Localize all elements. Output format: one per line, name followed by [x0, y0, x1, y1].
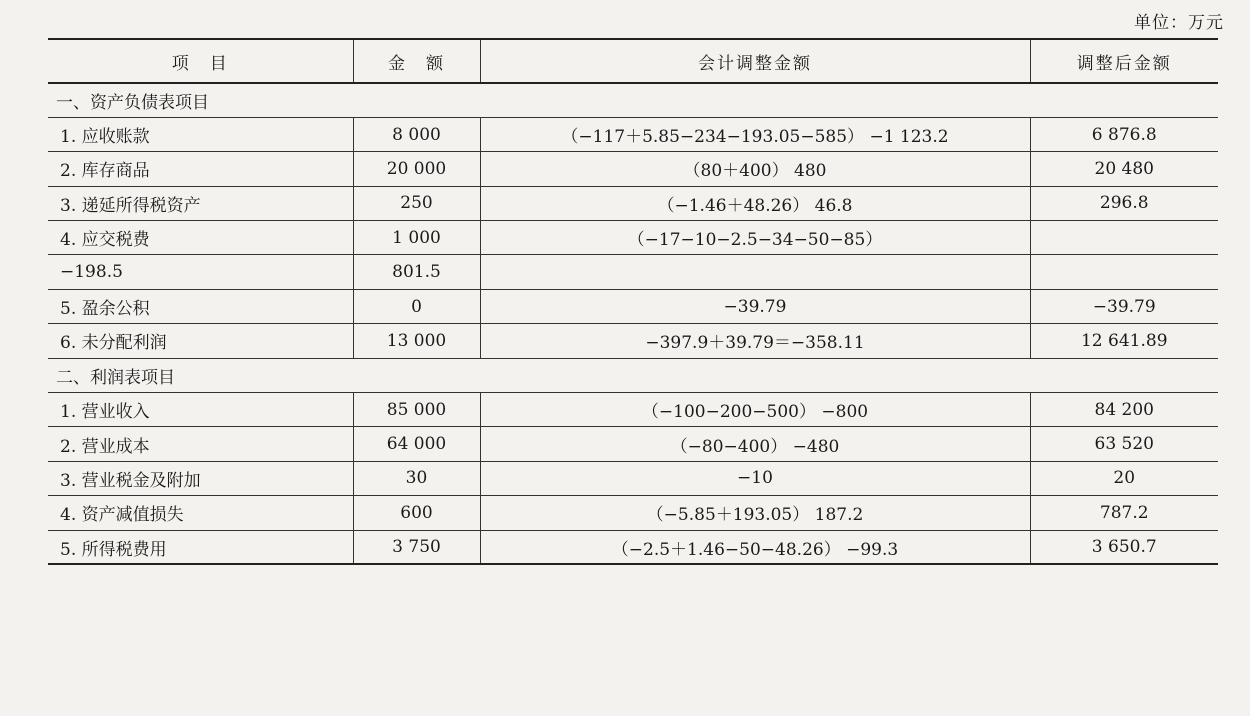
table-row: [48, 255, 1218, 289]
table-cell: 250: [353, 186, 480, 220]
table-row: [48, 117, 1218, 151]
table-cell: [1030, 255, 1218, 289]
table-cell: 63 520: [1030, 427, 1218, 461]
table-row: [48, 221, 1218, 255]
section-row: [48, 358, 1218, 392]
table-cell: 5. 所得税费用: [60, 539, 167, 560]
section-row: [48, 83, 1218, 117]
table-cell: −10: [480, 461, 1030, 495]
table-cell: （−5.85＋193.05） 187.2: [480, 496, 1030, 530]
table-cell: 3. 递延所得税资产: [60, 195, 201, 216]
table-cell: （−2.5＋1.46−50−48.26） −99.3: [480, 530, 1030, 564]
table-cell: 3. 营业税金及附加: [60, 470, 201, 491]
section-title: 二、利润表项目: [56, 367, 175, 388]
section-title: 一、资产负债表项目: [56, 92, 209, 113]
table-row: [48, 496, 1218, 530]
table-cell: 1 000: [353, 221, 480, 255]
header-item: 项 目: [171, 53, 229, 74]
table-cell: 0: [353, 289, 480, 323]
table-row: [48, 152, 1218, 186]
table-row: [48, 461, 1218, 495]
table-cell: 2. 库存商品: [60, 161, 150, 182]
table-cell: （80＋400） 480: [480, 152, 1030, 186]
table-cell: 296.8: [1030, 186, 1218, 220]
table-cell: 600: [353, 496, 480, 530]
table-cell: （−1.46＋48.26） 46.8: [480, 186, 1030, 220]
table-cell: [480, 255, 1030, 289]
table-cell: [1030, 221, 1218, 255]
table-cell: 1. 营业收入: [60, 402, 150, 423]
table-cell: （−100−200−500） −800: [480, 393, 1030, 427]
table-cell: 6. 未分配利润: [60, 333, 167, 354]
table-cell: 30: [353, 461, 480, 495]
table-cell: −397.9＋39.79＝−358.11: [480, 324, 1030, 358]
table-cell: 64 000: [353, 427, 480, 461]
table-cell: 20 480: [1030, 152, 1218, 186]
table-cell: 20: [1030, 461, 1218, 495]
table-row: [48, 324, 1218, 358]
table-cell: 801.5: [353, 255, 480, 289]
table-cell: 2. 营业成本: [60, 436, 150, 457]
table-cell: 12 641.89: [1030, 324, 1218, 358]
table-cell: 4. 应交税费: [60, 230, 150, 251]
table-cell: −39.79: [480, 289, 1030, 323]
table-cell: （−80−400） −480: [480, 427, 1030, 461]
header-adjustment: 会计调整金额: [480, 39, 1030, 83]
table-cell: 3 750: [353, 530, 480, 564]
table-cell: 20 000: [353, 152, 480, 186]
adjustment-table: [48, 38, 1218, 565]
table-row: [48, 186, 1218, 220]
table-cell: 3 650.7: [1030, 530, 1218, 564]
table-cell: −39.79: [1030, 289, 1218, 323]
table-cell: 84 200: [1030, 393, 1218, 427]
table-cell: 8 000: [353, 117, 480, 151]
table-cell: 6 876.8: [1030, 117, 1218, 151]
table-body: [48, 83, 1218, 564]
table-row: [48, 289, 1218, 323]
table-cell: 85 000: [353, 393, 480, 427]
header-adjusted-amount: 调整后金额: [1030, 39, 1218, 83]
unit-label: 单位：万元: [1134, 13, 1224, 33]
table-header-row: [48, 39, 1218, 83]
table-row: [48, 427, 1218, 461]
table-cell: 787.2: [1030, 496, 1218, 530]
table-cell: （−17−10−2.5−34−50−85）: [480, 221, 1030, 255]
table-cell: （−117＋5.85−234−193.05−585） −1 123.2: [480, 117, 1030, 151]
table-row: [48, 393, 1218, 427]
table-cell: 5. 盈余公积: [60, 299, 150, 320]
table-cell: −198.5: [60, 262, 123, 283]
table-cell: 4. 资产减值损失: [60, 505, 184, 526]
table-cell: 13 000: [353, 324, 480, 358]
table-row: [48, 530, 1218, 564]
header-amount: 金 额: [353, 39, 480, 83]
table-cell: 1. 应收账款: [60, 127, 150, 148]
